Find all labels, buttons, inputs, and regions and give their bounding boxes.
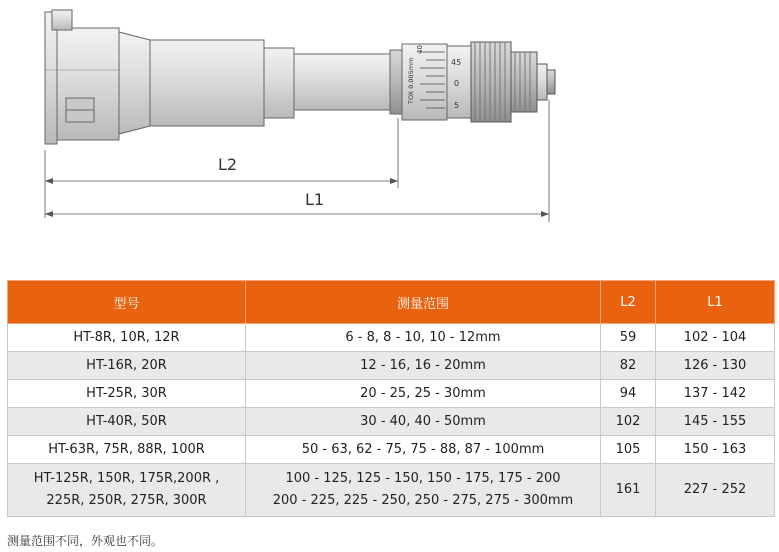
cell-l1: 227 - 252: [656, 464, 775, 517]
footnote: 测量范围不同，外观也不同。: [7, 534, 164, 548]
scale-number-0: 0: [454, 79, 460, 88]
cell-model-line1: HT-125R, 150R, 175R,200R ,: [33, 471, 220, 486]
cell-l1: 102 - 104: [656, 324, 775, 352]
header-l2: L2: [601, 281, 656, 324]
l2-label: L2: [218, 155, 238, 174]
cell-l1: 150 - 163: [656, 436, 775, 464]
cell-range-line1: 100 - 125, 125 - 150, 150 - 175, 175 - 200: [285, 471, 561, 486]
table-header-row: [8, 281, 775, 324]
table-row: [8, 408, 775, 436]
cell-l2: 59: [601, 324, 656, 352]
spec-table: [7, 280, 775, 517]
cell-range: 20 - 25, 25 - 30mm: [246, 380, 601, 408]
cell-model-line2: 225R, 250R, 275R, 300R: [46, 493, 207, 508]
cell-model: [8, 464, 246, 517]
table-row: [8, 324, 775, 352]
thimble: [447, 42, 555, 122]
cell-model: HT-25R, 30R: [8, 380, 246, 408]
cell-range: 6 - 8, 8 - 10, 10 - 12mm: [246, 324, 601, 352]
cell-range: [246, 464, 601, 517]
cell-model: HT-40R, 50R: [8, 408, 246, 436]
scale-number-5: 5: [454, 101, 460, 110]
barrel-scale: [402, 44, 447, 120]
cell-model: HT-16R, 20R: [8, 352, 246, 380]
micrometer-body: [119, 32, 402, 134]
cell-model: HT-8R, 10R, 12R: [8, 324, 246, 352]
cell-l2: 82: [601, 352, 656, 380]
cell-range: 12 - 16, 16 - 20mm: [246, 352, 601, 380]
measuring-head: [45, 10, 119, 144]
cell-l1: 137 - 142: [656, 380, 775, 408]
cell-l2: 161: [601, 464, 656, 517]
micrometer-drawing: [0, 0, 779, 270]
header-l1: L1: [656, 281, 775, 324]
cell-model: HT-63R, 75R, 88R, 100R: [8, 436, 246, 464]
cell-l2: 105: [601, 436, 656, 464]
barrel-text: TOX 0.005mm: [407, 57, 415, 104]
thimble-top-number: 40: [416, 45, 424, 54]
table-row: [8, 464, 775, 517]
cell-l2: 94: [601, 380, 656, 408]
header-model: 型号: [8, 281, 246, 324]
cell-l1: 126 - 130: [656, 352, 775, 380]
table-row: [8, 436, 775, 464]
cell-range: 50 - 63, 62 - 75, 75 - 88, 87 - 100mm: [246, 436, 601, 464]
scale-number-45: 45: [451, 58, 462, 67]
l1-label: L1: [305, 190, 325, 209]
cell-range-line2: 200 - 225, 225 - 250, 250 - 275, 275 - 300mm: [272, 493, 574, 508]
cell-l2: 102: [601, 408, 656, 436]
table-row: [8, 380, 775, 408]
cell-range: 30 - 40, 40 - 50mm: [246, 408, 601, 436]
header-range: 测量范围: [246, 281, 601, 324]
table-row: [8, 352, 775, 380]
cell-l1: 145 - 155: [656, 408, 775, 436]
